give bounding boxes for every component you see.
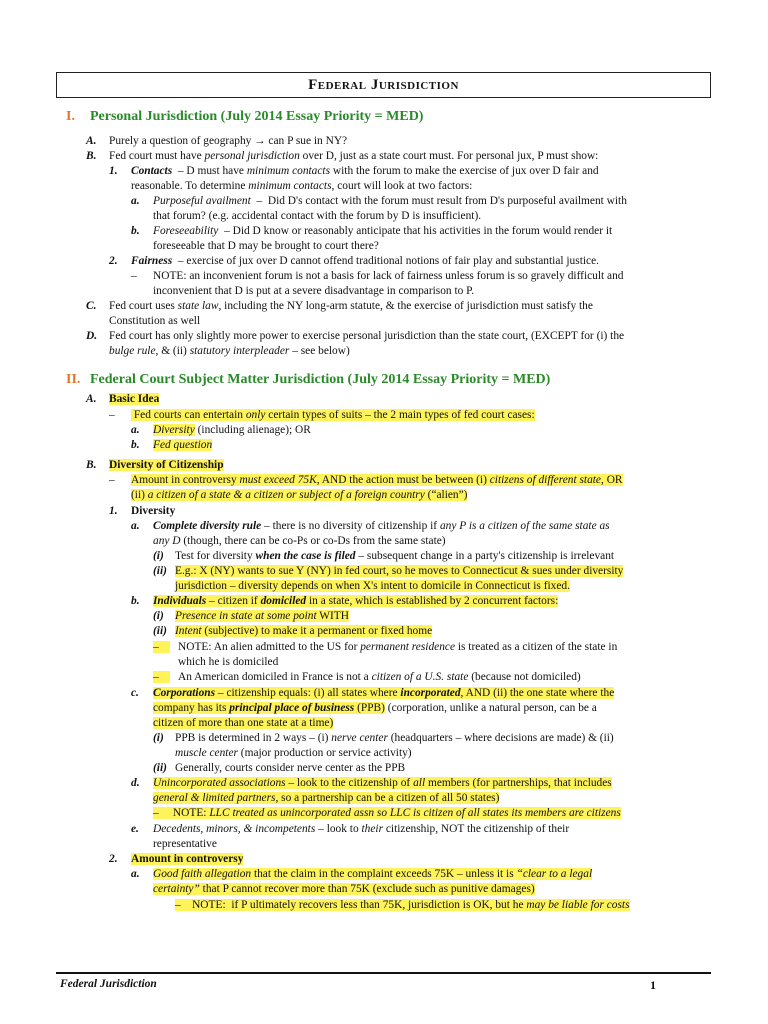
- line: –: [153, 671, 171, 683]
- line: Diversity (including alienage); OR: [153, 424, 311, 436]
- line: Fed question: [153, 439, 213, 451]
- line: Diversity: [131, 505, 176, 517]
- line: bulge rule, & (ii) statutory interpleader – see below): [109, 345, 350, 357]
- page-number: 1: [650, 978, 656, 992]
- line: –: [109, 474, 115, 486]
- line: –: [153, 641, 171, 653]
- line: Good faith allegation that the claim in the complaint exceeds 75K – unless it is “clear to a legal: [153, 868, 593, 880]
- section-1-heading: I. Personal Jurisdiction (July 2014 Essay Priority = MED): [66, 109, 424, 124]
- line: Decedents, minors, & incompetents – look to their citizenship, NOT the citizenship of their: [153, 823, 570, 835]
- line: Corporations – citizenship equals: (i) all states where incorporated, AND (ii) the one state where the: [153, 687, 615, 699]
- line: – NOTE: LLC treated as unincorporated assn so LLC is citizen of all states its members are citizens: [153, 807, 621, 819]
- footer-title: Federal Jurisdiction: [60, 978, 157, 990]
- line: Fed court has only slightly more power to exercise personal jurisdiction than the state court, (EXCEPT for (i) the: [109, 330, 625, 342]
- line: Amount in controversy must exceed 75K, AND the action must be between (i) citizens of different state, OR: [131, 474, 623, 486]
- line: certainty” that P cannot recover more than 75K (exclude such as punitive damages): [153, 883, 535, 895]
- line: which he is domiciled: [178, 656, 279, 668]
- line: any D (though, there can be co-Ps or co-Ds from the same state): [153, 535, 446, 547]
- line: Complete diversity rule – there is no diversity of citizenship if any P is a citizen of the same state as: [153, 520, 610, 532]
- line: Purely a question of geography → can P sue in NY?: [109, 135, 348, 147]
- line: – NOTE: if P ultimately recovers less than 75K, jurisdiction is OK, but he may be liable for costs: [175, 899, 630, 911]
- line: Foreseeability – Did D know or reasonably anticipate that his activities in the forum would render it: [153, 225, 613, 237]
- line: that forum? (e.g. accidental contact with the forum by D is insufficient).: [153, 210, 482, 222]
- line: muscle center (major production or service activity): [175, 747, 412, 759]
- line: Unincorporated associations – look to the citizenship of all members (for partnerships, that includes: [153, 777, 612, 789]
- line: Contacts – D must have minimum contacts with the forum to make the exercise of jux over D fair and: [131, 165, 599, 177]
- line: Fed court must have personal jurisdiction over D, just as a state court must. For personal jux, P must show:: [109, 150, 599, 162]
- line: company has its principal place of business (PPB) (corporation, unlike a natural person, can be a: [153, 702, 597, 714]
- line: Fairness – exercise of jux over D cannot offend traditional notions of fair play and substantial justice.: [131, 255, 599, 267]
- section-2-heading: II. Federal Court Subject Matter Jurisdiction (July 2014 Essay Priority = MED): [66, 372, 551, 387]
- line: Fed court uses state law, including the NY long-arm statute, & the exercise of jurisdiction must satisfy the: [109, 300, 593, 312]
- line: foreseeable that D may be brought to court there?: [153, 240, 379, 252]
- footer-rule: [56, 972, 711, 974]
- line: Test for diversity when the case is filed – subsequent change in a party's citizenship is irrelevant: [175, 550, 615, 562]
- line: Individuals – citizen if domiciled in a state, which is established by 2 concurrent factors:: [153, 595, 559, 607]
- line: NOTE: an inconvenient forum is not a basis for lack of fairness unless forum is so gravely difficult and: [153, 270, 624, 282]
- line: Basic Idea: [109, 393, 160, 405]
- title-box: [56, 72, 711, 98]
- line: E.g.: X (NY) wants to sue Y (NY) in fed court, so he moves to Connecticut & sues under diversity: [175, 565, 624, 577]
- line: –: [109, 409, 115, 421]
- page-title: Federal Jurisdiction: [308, 76, 459, 93]
- line: Generally, courts consider nerve center as the PPB: [175, 762, 406, 774]
- line: Amount in controversy: [131, 853, 244, 865]
- line: Diversity of Citizenship: [109, 459, 224, 471]
- line: Intent (subjective) to make it a permanent or fixed home: [175, 625, 433, 637]
- line: NOTE: An alien admitted to the US for permanent residence is treated as a citizen of the state in: [178, 641, 618, 653]
- line: general & limited partners, so a partnership can be a citizen of all 50 states): [153, 792, 500, 804]
- line: reasonable. To determine minimum contacts, court will look at two factors:: [131, 180, 473, 192]
- line: (ii) a citizen of a state & a citizen or subject of a foreign country (“alien”): [131, 489, 468, 501]
- line: representative: [153, 838, 217, 850]
- line: Constitution as well: [109, 315, 201, 327]
- line: Fed courts can entertain only certain types of suits – the 2 main types of fed court cases:: [131, 409, 535, 421]
- line: An American domiciled in France is not a citizen of a U.S. state (because not domiciled): [178, 671, 581, 683]
- line: –: [131, 270, 137, 282]
- line: jurisdiction – diversity depends on when X's intent to domicile in Connecticut is fixed.: [175, 580, 570, 592]
- line: Presence in state at some point WITH: [175, 610, 349, 622]
- line: Purposeful availment – Did D's contact with the forum must result from D's purposeful availment with: [153, 195, 627, 207]
- line: inconvenient that D is put at a severe disadvantage in comparison to P.: [153, 285, 475, 297]
- line: citizen of more than one state at a time): [153, 717, 334, 729]
- line: PPB is determined in 2 ways – (i) nerve center (headquarters – where decisions are made) & (ii): [175, 732, 614, 744]
